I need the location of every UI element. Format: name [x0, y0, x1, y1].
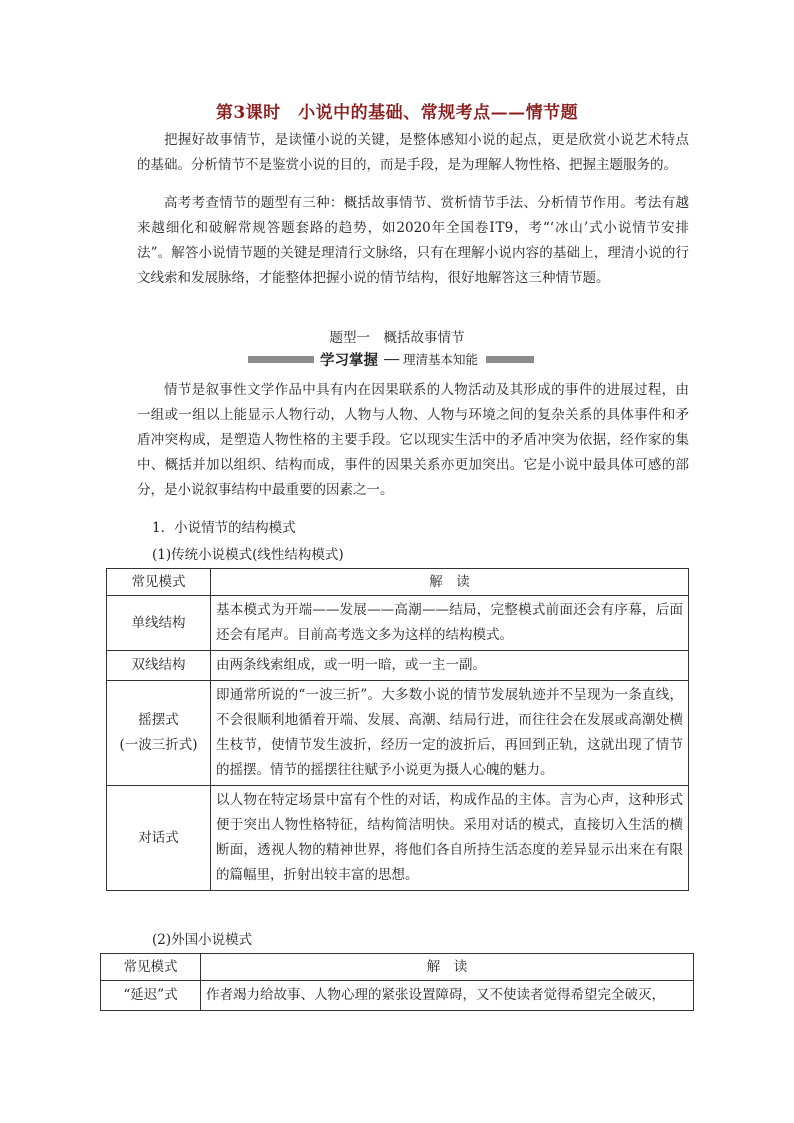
banner-main-label: 学习掌握: [320, 352, 378, 369]
table-row: [107, 596, 689, 651]
table-header-row: [101, 954, 694, 981]
table-row: [107, 681, 689, 786]
intro-paragraph-2: 高考考查情节的题型有三种：概括故事情节、赏析情节手法、分析情节作用。考法有越来越细化和破解常规答题套路的趋势，如2020年全国卷ⅠT9，考“‘冰山’式小说情节安排法”。解答小说情节题的关键是理清行文脉络，只有在理解小说内容的基础上，理清小说的行文线索和发展脉络，才能整体把握小说的情节结构，很好地解答这三种情节题。: [137, 195, 689, 286]
study-banner: [248, 350, 570, 368]
mode-cell: 摇摆式 (一波三折式): [107, 681, 211, 786]
subheading-foreign: (2)外国小说模式: [152, 932, 253, 948]
header-desc: 解 读: [211, 569, 689, 596]
table-row: [101, 981, 694, 1011]
desc-cell: 即通常所说的“一波三折”。大多数小说的情节发展轨迹并不呈现为一条直线，不会很顺利地循着开端、发展、高潮、结局行进，而往往会在发展或高潮处横生枝节，使情节发生波折，经历一定的波折后，再回到正轨，这就出现了情节的摇摆。情节的摇摆往往赋予小说更为摄人心魄的魅力。: [211, 681, 689, 786]
desc-cell: 作者竭力给故事、人物心理的紧张设置障碍，又不使读者觉得希望完全破灭，: [201, 981, 694, 1011]
header-desc: 解 读: [201, 954, 694, 981]
desc-cell: 由两条线索组成，或一明一暗，或一主一副。: [211, 651, 689, 681]
desc-cell: 基本模式为开端——发展——高潮——结局，完整模式前面还会有序幕，后面还会有尾声。目前高考选文多为这样的结构模式。: [211, 596, 689, 651]
mode-cell: 双线结构: [107, 651, 211, 681]
intro-paragraph-1: 把握好故事情节，是读懂小说的关键，是整体感知小说的起点，更是欣赏小说艺术特点的基础。分析情节不是鉴赏小说的目的，而是手段，是为理解人物性格、把握主题服务的。: [137, 132, 689, 173]
table-row: [107, 786, 689, 891]
banner-sub-label: ── 理清基本知能: [384, 352, 479, 367]
header-mode: 常见模式: [107, 569, 211, 596]
mode-cell: 单线结构: [107, 596, 211, 651]
mode-cell: “延迟”式: [101, 981, 201, 1011]
mode-cell: 对话式: [107, 786, 211, 891]
section-heading: 题型一 概括故事情节: [329, 330, 465, 346]
point-heading: 1．小说情节的结构模式: [152, 520, 296, 536]
banner-left-bar: [248, 356, 314, 363]
table-row: [107, 651, 689, 681]
traditional-mode-table: [106, 568, 689, 891]
banner-right-bar: [486, 356, 534, 363]
desc-cell: 以人物在特定场景中富有个性的对话，构成作品的主体。言为心声，这种形式便于突出人物性格特征，结构简洁明快。采用对话的模式，直接切入生活的横断面，透视人物的精神世界，将他们各自所持生活态度的差异显示出来在有限的篇幅里，折射出较丰富的思想。: [211, 786, 689, 891]
table-header-row: [107, 569, 689, 596]
foreign-mode-table: [100, 953, 694, 1011]
definition-paragraph: 情节是叙事性文学作品中具有内在因果联系的人物活动及其形成的事件的进展过程，由一组或一组以上能显示人物行动，人物与人物、人物与环境之间的复杂关系的具体事件和矛盾冲突构成，是塑造人物性格的主要手段。它以现实生活中的矛盾冲突为依据，经作家的集中、概括并加以组织、结构而成，事件的因果关系亦更加突出。它是小说中最具体可感的部分，是小说叙事结构中最重要的因素之一。: [137, 382, 689, 498]
subheading-traditional: (1)传统小说模式(线性结构模式): [152, 547, 344, 563]
header-mode: 常见模式: [101, 954, 201, 981]
lesson-title: 第3课时 小说中的基础、常规考点——情节题: [215, 103, 579, 123]
